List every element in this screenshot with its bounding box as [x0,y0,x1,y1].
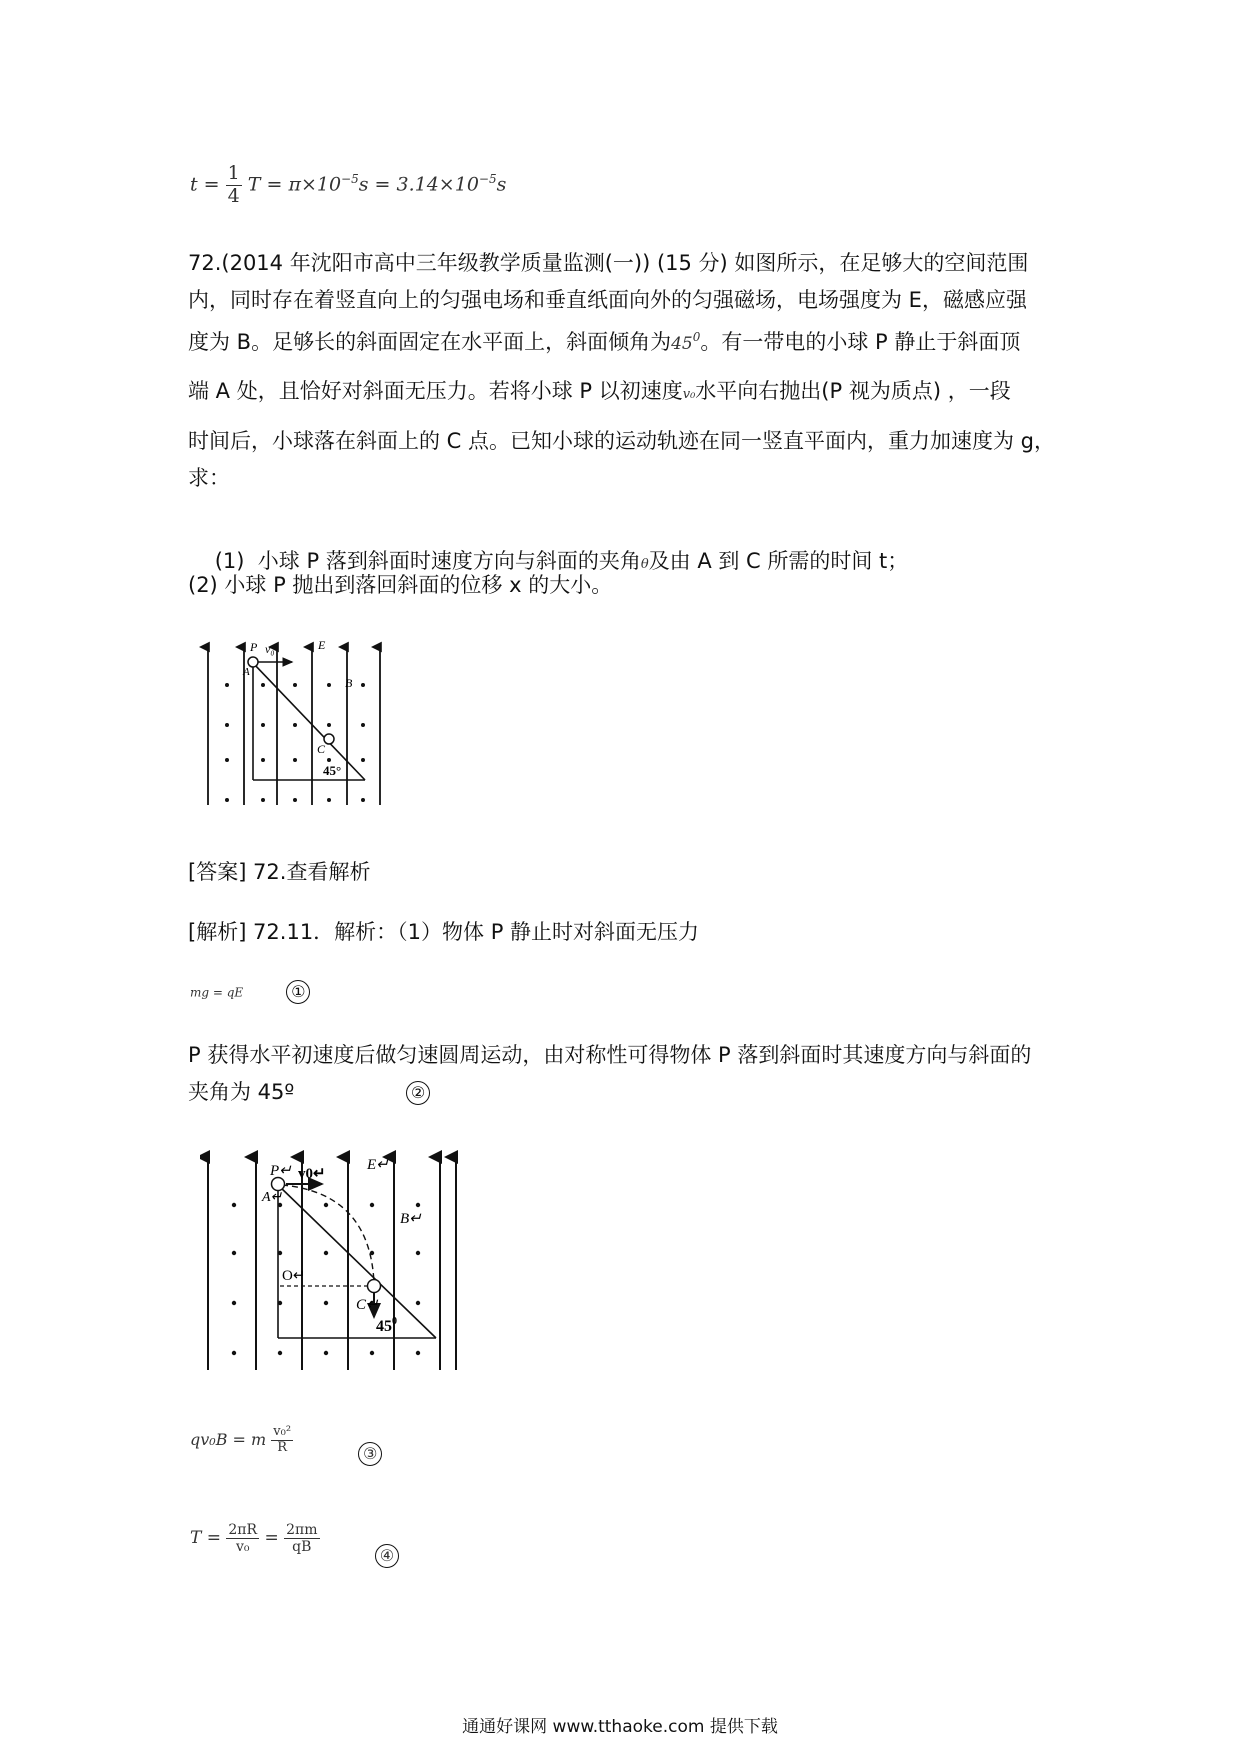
marker-4: ④ [375,1544,399,1568]
problem-line-6: 求： [188,466,230,490]
problem-line-4: 端 A 处，且恰好对斜面无压力。若将小球 P 以初速度v₀水平向右抛出(P 视为质点) ，一段 [188,379,1011,403]
label-b-2: B↵ [400,1211,422,1227]
analysis-line: [解析] 72.11．解析：（1）物体 P 静止时对斜面无压力 [188,920,700,944]
figure-1-diagram [195,635,395,810]
eq4-fraction-2: $\frac{2\pi m}{qB}$ [286,1522,318,1556]
problem-statement [188,243,1088,499]
label-p: P [250,640,258,654]
analysis-paragraph: P 获得水平初速度后做匀速圆周运动，由对称性可得物体 P 落到斜面时其速度方向与斜面的 夹角为 45º ② [188,1043,1032,1104]
equation-3: qv₀B = m $\frac{\text{v₀²}}{R}$ ③ [190,1425,382,1466]
equation-4: T = $\frac{2\pi R}{\text{v₀}}$ = $\frac{2\pi m}{qB}$ ④ [190,1522,399,1568]
formula-fraction: $\frac{1}{4}$ [227,162,240,207]
page-footer: 通通好课网 www.tthaoke.com 提供下载 [462,1717,778,1737]
problem-line-3: 度为 B。足够长的斜面固定在水平面上，斜面倾角为$45^0$。有一带电的小球 P 静止于斜面顶 [188,330,1021,354]
label-p-2: P↵ [270,1163,292,1179]
ball-c [324,734,334,744]
problem-line-1: 72.(2014 年沈阳市高中三年级教学质量监测(一)) (15 分) 如图所示，在足够大的空间范围 [188,251,1029,275]
equation-1: mg = qE ① [190,980,310,1004]
field-dots [225,683,365,802]
label-a-2: A↵ [262,1190,283,1205]
marker-3: ③ [358,1442,382,1466]
label-v0-2: v0↵ [298,1166,326,1182]
ball-c-2 [368,1280,381,1293]
eq4-fraction-1: $\frac{2\pi R}{\text{v₀}}$ [228,1522,258,1556]
label-e-2: E↵ [367,1157,389,1173]
problem-line-2: 内，同时存在着竖直向上的匀强电场和垂直纸面向外的匀强磁场，电场强度为 E，磁感应强 [188,288,1027,312]
eq3-fraction: $\frac{\text{v₀²}}{R}$ [273,1424,292,1455]
problem-line-5: 时间后，小球落在斜面上的 C 点。已知小球的运动轨迹在同一竖直平面内，重力加速度为 g， [188,429,1056,453]
label-e: E [318,638,326,652]
label-angle-2: $45^0$ [376,1316,397,1335]
label-o-2: O↵ [282,1268,306,1284]
answer-line: [答案] 72.查看解析 [188,860,371,884]
label-c: C [317,742,326,756]
question-2: (2) 小球 P 抛出到落回斜面的位移 x 的大小。 [188,573,613,597]
question-1: (1) 小球 P 落到斜面时速度方向与斜面的夹角θ及由 A 到 C 所需的时间 t； [201,549,909,573]
label-v0: v₀ [265,642,275,656]
label-b: B [345,676,353,690]
label-angle: 45° [323,763,342,778]
label-c-2: C↵ [356,1297,379,1313]
top-formula: t = $\frac{1}{4}$ $T = \pi\times 10^{-5}s = 3.14\times 10^{-5}s$ [190,162,507,207]
ball-p-2 [272,1178,285,1191]
figure-2-diagram [200,1145,465,1375]
formula-lhs: t = [190,173,226,196]
marker-1: ① [286,980,310,1004]
label-a: A [243,666,250,678]
marker-2: ② [406,1081,430,1105]
